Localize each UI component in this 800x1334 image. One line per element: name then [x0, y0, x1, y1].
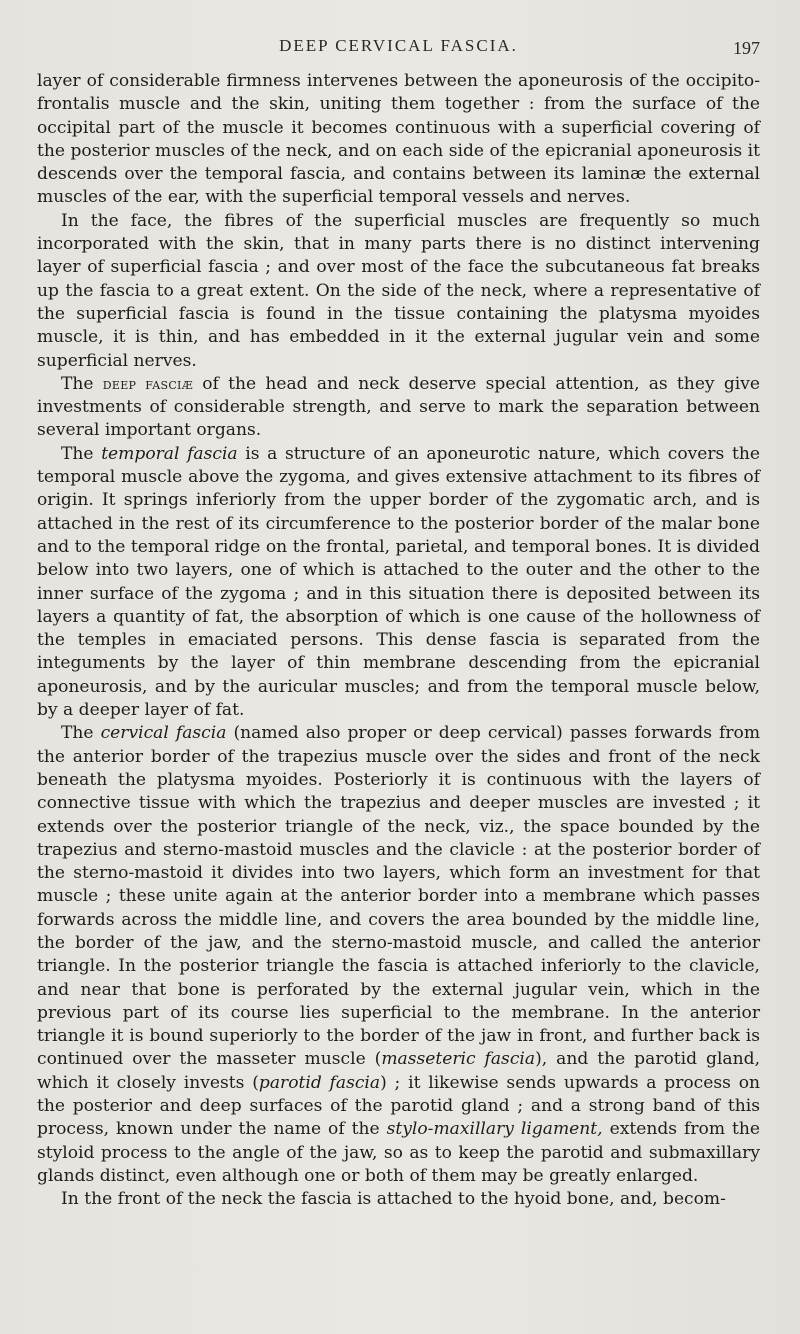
term-stylo-maxillary-ligament: stylo-maxillary ligament, [386, 1119, 603, 1140]
paragraph-cervical-fascia [37, 722, 760, 1188]
page-number: 197 [733, 38, 760, 58]
paragraph-text: is a structure of an aponeurotic nature, which covers the temporal muscle above the zygoma, and gives extensive attachment to its fibres of origin. It springs inferiorly from the upper border of the zygomatic arch, and is attached in the rest of its circumference to the posterior border of the malar bone and to the temporal ridge on the frontal, parietal, and temporal bones. It is divided below into two layers, one of which is attached to the outer and the other to the inner surface of the zygoma ; and in this situation there is deposited between its layers a quantity of fat, the absorption of which is one cause of the hollowness of the temples in emaciated persons. This dense fascia is separated from the integuments by the layer of thin membrane descending from the epicranial aponeurosis, and by the auricular muscles; and from the temporal muscle below, by a deeper layer of fat. [37, 443, 760, 721]
paragraph-text: ) ; it likewise sends upwards a process on the posterior and deep surfaces of the parotid gland ; and a strong band of this process, known under the name of the [37, 1072, 761, 1140]
paragraph-text: ), and the parotid gland, which it closely invests ( [37, 1049, 760, 1093]
paragraph-text: of the head and neck deserve special attention, as they give investments of considerable strength, and serve to mark the separation between several important organs. [37, 373, 761, 441]
term-temporal-fascia: temporal fascia [101, 443, 238, 464]
lead-word: The [61, 373, 94, 394]
term-deep-fasciae: deep fasciæ [102, 374, 194, 393]
paragraph-text: extends from the styloid process to the angle of the jaw, so as to keep the parotid and submaxillary glands distinct, even although one or both of them may be greatly enlarged. [37, 1119, 761, 1186]
term-parotid-fascia: parotid fascia [258, 1072, 381, 1093]
lead-word: The [61, 723, 94, 744]
lead-word: The [61, 443, 94, 464]
paragraph-text: (named also proper or deep cervical) passes forwards from the anterior border of the trapezius muscle over the sides and front of the neck beneath the platysma myoides. Posteriorly it is continuous with the layers of connective tissue with which the trapezius and deeper muscles are invested ; it extends over the posterior triangle of the neck, viz., the space bounded by the trapezius and sterno-mastoid muscles and the clavicle : at the posterior border of the sterno-mastoid it divides into two layers, which form an investment for that muscle ; these unite again at the anterior border into a membrane which passes forwards across the middle line, and covers the area bounded by the middle line, the border of the jaw, and the sterno-mastoid muscle, and called the anterior triangle. In the posterior triangle the fascia is attached inferiorly to the clavicle, and near that bone is perforated by the external jugular vein, which in the previous part of its course lies superficial to the membrane. In the anterior triangle it is bound superiorly to the border of the jaw in front, and further back is continued over the masseter muscle ( [37, 723, 761, 1070]
body-text [37, 70, 760, 1212]
paragraph-continued: layer of considerable firmness intervenes between the aponeurosis of the occipito-frontalis muscle and the skin, uniting them together : from the surface of the occipital part of the muscle it becomes continuous with a superficial covering of the posterior muscles of the neck, and on each side of the epicranial aponeurosis it descends over the temporal fascia, and contains between its laminæ the external muscles of the ear, with the superficial temporal vessels and nerves. [37, 71, 760, 208]
paragraph-temporal-fascia [37, 443, 760, 723]
paragraph-superficial-fascia-face: In the face, the fibres of the superficial muscles are frequently so much incorporated with the skin, that in many parts there is no distinct intervening layer of superficial fascia ; and over most of the face the subcutaneous fat breaks up the fascia to a great extent. On the side of the neck, where a representative of the superficial fascia is found in the tissue containing the platysma myoides muscle, it is thin, and has embedded in it the external jugular vein and some superficial nerves. [37, 210, 760, 371]
term-masseteric-fascia: masseteric fascia [381, 1049, 536, 1070]
paragraph-front-of-neck: In the front of the neck the fascia is attached to the hyoid bone, and, becom- [61, 1189, 726, 1210]
paragraph-deep-fasciae [37, 373, 760, 443]
page-header [37, 36, 760, 70]
running-title: DEEP CERVICAL FASCIA. [279, 36, 518, 55]
term-cervical-fascia: cervical fascia [100, 723, 227, 744]
